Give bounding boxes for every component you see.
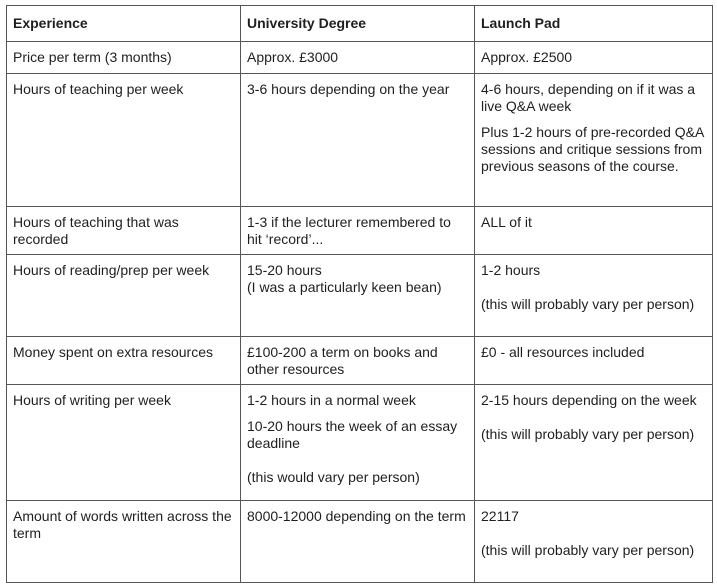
- cell-university: 15-20 hours (I was a particularly keen bean): [241, 255, 475, 337]
- cell-experience: Hours of teaching that was recorded: [7, 207, 241, 255]
- cell-experience: Amount of words written across the term: [7, 501, 241, 583]
- cell-experience: Hours of teaching per week: [7, 74, 241, 207]
- table-row: [7, 42, 713, 74]
- header-experience: Experience: [7, 6, 241, 42]
- cell-launchpad: £0 - all resources included: [475, 337, 713, 385]
- table-row: [7, 501, 713, 583]
- cell-launchpad: 22117 (this will probably vary per person): [475, 501, 713, 583]
- table-row: [7, 74, 713, 207]
- cell-launchpad: 1-2 hours (this will probably vary per person): [475, 255, 713, 337]
- header-university-degree: University Degree: [241, 6, 475, 42]
- cell-university: 1-3 if the lecturer remembered to hit ‘record’...: [241, 207, 475, 255]
- table-row: [7, 337, 713, 385]
- cell-launchpad: 4-6 hours, depending on if it was a live Q&A week Plus 1-2 hours of pre-recorded Q&A sessions and critique sessions from previous seasons of the course.: [475, 74, 713, 207]
- table-row: [7, 255, 713, 337]
- cell-university: Approx. £3000: [241, 42, 475, 74]
- cell-university: 3-6 hours depending on the year: [241, 74, 475, 207]
- cell-university: 1-2 hours in a normal week 10-20 hours the week of an essay deadline (this would vary per person): [241, 385, 475, 501]
- cell-launchpad: Approx. £2500: [475, 42, 713, 74]
- cell-university: 8000-12000 depending on the term: [241, 501, 475, 583]
- cell-experience: Money spent on extra resources: [7, 337, 241, 385]
- cell-university: £100-200 a term on books and other resources: [241, 337, 475, 385]
- cell-experience: Price per term (3 months): [7, 42, 241, 74]
- cell-launchpad: ALL of it: [475, 207, 713, 255]
- cell-launchpad: 2-15 hours depending on the week (this will probably vary per person): [475, 385, 713, 501]
- table-row: [7, 207, 713, 255]
- comparison-table: [6, 5, 713, 583]
- table-row: [7, 385, 713, 501]
- cell-experience: Hours of reading/prep per week: [7, 255, 241, 337]
- table-header-row: [7, 6, 713, 42]
- header-launch-pad: Launch Pad: [475, 6, 713, 42]
- cell-experience: Hours of writing per week: [7, 385, 241, 501]
